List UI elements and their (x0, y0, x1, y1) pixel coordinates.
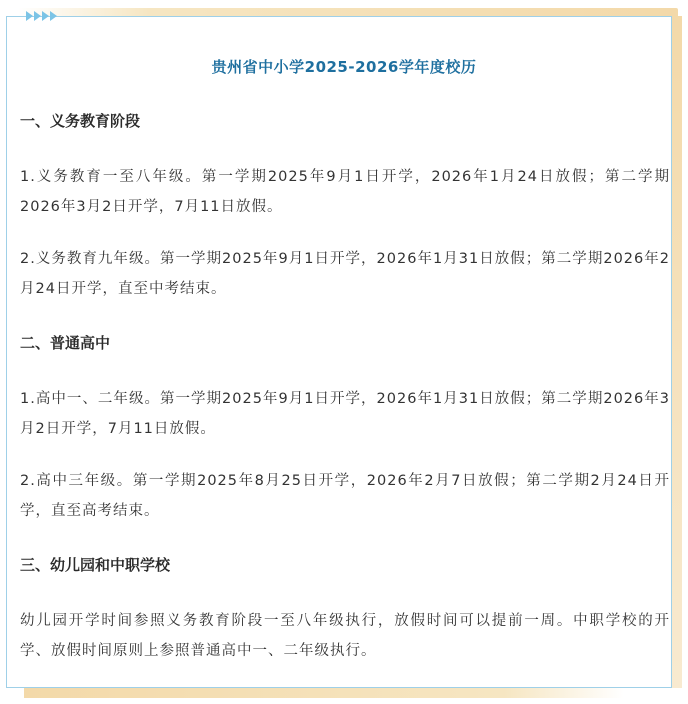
paragraph-kindergarten-vocational: 幼儿园开学时间参照义务教育阶段一至八年级执行，放假时间可以提前一周。中职学校的开学、放假时间原则上参照普通高中一、二年级执行。 (20, 613, 670, 659)
paragraph-compulsory-grades-1-8: 1.义务教育一至八年级。第一学期2025年9月1日开学，2026年1月24日放假；第二学期2026年3月2日开学，7月11日放假。 (20, 169, 670, 215)
section-heading-kindergarten-vocational: 三、幼儿园和中职学校 (20, 556, 171, 574)
section-heading-compulsory: 一、义务教育阶段 (20, 112, 141, 130)
paragraph-high-school-grade-3: 2.高中三年级。第一学期2025年8月25日开学，2026年2月7日放假；第二学期2月24日开学，直至高考结束。 (20, 473, 670, 519)
paragraph-high-school-grades-1-2: 1.高中一、二年级。第一学期2025年9月1日开学，2026年1月31日放假；第二学期2026年3月2日开学，7月11日放假。 (20, 391, 670, 437)
section-heading-high-school: 二、普通高中 (20, 334, 111, 352)
paragraph-compulsory-grade-9: 2.义务教育九年级。第一学期2025年9月1日开学，2026年1月31日放假；第二学期2026年2月24日开学，直至中考结束。 (20, 251, 670, 297)
chevron-arrows-icon (26, 9, 58, 23)
calendar-content (20, 104, 670, 666)
page-title: 贵州省中小学2025-2026学年度校历 (211, 58, 477, 76)
right-decoration-bar (672, 16, 682, 688)
bottom-decoration-bar (24, 688, 624, 698)
